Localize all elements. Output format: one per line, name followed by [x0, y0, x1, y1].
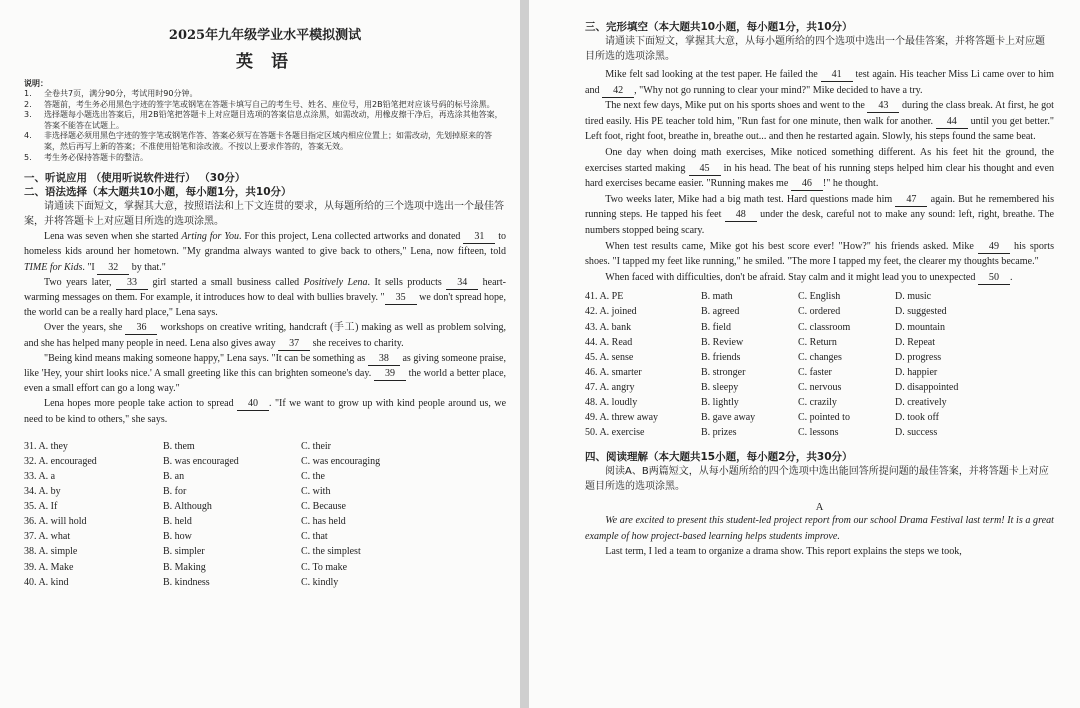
blank-50: 50 [978, 272, 1010, 285]
option-row: 35. A. If B. Although C. Because [24, 501, 346, 513]
cloze-instructions: 请通读下面短文，掌握其大意，从每小题所给的四个选项中选出一个最佳答案，并将答题卡上对应题目所选的选项涂黑。 [585, 36, 1045, 62]
blank-36: 36 [125, 322, 157, 335]
notes-list [24, 89, 506, 163]
page-gutter [520, 0, 529, 708]
passage-paragraph: Lena was seven when she started Arting for You. For this project, Lena collected artworks and donated 31 to homeless kids around her hometown. "My grandma always wanted to give back to others," Lena, now fifteen, told TIME for Kids. "I 32 by that." [24, 231, 507, 273]
option-row: 49. A. threw away B. gave away C. pointed to D. took off [585, 412, 939, 424]
option-row: 39. A. Make B. Making C. To make [24, 561, 348, 573]
passage-paragraph: Two years later, 33 girl started a small business called Positively Lena. It sells products 34 heart-warming messages on them. For example, it introduces how to deal with bullies bravely. " 35 we don't spread hope, the world can be a really hard place," Lena says. [24, 276, 506, 319]
option-row: 37. A. what B. how C. that [24, 531, 328, 543]
note-item: 1. 全卷共7页，满分90分，考试用时90分钟。 [24, 89, 198, 98]
passage-paragraph: Mike felt sad looking at the test paper. He failed the 41 test again. His teacher Miss Li came over to him and 42 , "Why not go running to clear your mind?" Mike decided to have a try. [585, 69, 1054, 96]
right-page [529, 0, 1080, 708]
note-item: 2. 答题前，考生务必用黑色字迹的签字笔或钢笔在答题卡填写自己的考生号、姓名、座位号，用2B铅笔把对应该号码的标号涂黑。 [24, 99, 495, 109]
option-row: 33. A. a B. an C. the [24, 470, 325, 482]
option-row: 44. A. Read B. Review C. Return D. Repeat [585, 336, 935, 348]
option-row: 41. A. PE B. math C. English D. music [585, 291, 932, 303]
reading-instructions: 阅读A、B两篇短文，从每小题所给的四个选项中选出能回答所提问题的最佳答案，并将答题卡上对应题目所选的选项涂黑。 [585, 466, 1049, 493]
blank-40: 40 [237, 398, 269, 411]
passage-paragraph: Lena hopes more people take action to spread 40 . "If we want to grow up with kind people around us, we need to be kind to others," she says. [24, 398, 507, 425]
option-row: 50. A. exercise B. prizes C. lessons D. success [585, 427, 938, 439]
option-row: 36. A. will hold B. held C. has held [24, 516, 346, 528]
blank-42: 42 [602, 85, 634, 98]
passage-a-label: A [815, 502, 824, 514]
passage-paragraph: Over the years, she 36 workshops on creative writing, handcraft (手工) making as well as problem solving, and she has helped many people in need. Lena also gives away 37 she receives to charity. [24, 322, 507, 349]
blank-41: 41 [821, 69, 853, 82]
note-item: 3. 选择题每小题选出答案后，用2B铅笔把答题卡上对应题目选项的答案信息点涂黑，如需改动，用橡皮擦干净后，再选涂其他答案，答案不能答在试题上。 [24, 110, 503, 130]
note-item: 4. 非选择题必须用黑色字迹的签字笔或钢笔作答、答案必须写在答题卡各题目指定区域内相应位置上；如需改动，先划掉原来的答案，然后再写上新的答案；不准使用铅笔和涂改液。不按以上要求作答的，答案无效。 [24, 131, 492, 151]
blank-31: 31 [463, 231, 495, 244]
option-row: 34. A. by B. for C. with [24, 486, 331, 498]
option-row: 42. A. joined B. agreed C. ordered D. suggested [585, 306, 947, 318]
passage-paragraph: When faced with difficulties, don't be afraid. Stay calm and it might lead you to unexpected 50 . [605, 271, 1013, 283]
blank-43: 43 [867, 100, 899, 113]
blank-34: 34 [446, 277, 478, 290]
blank-37: 37 [278, 338, 310, 351]
section-reading-heading: 四、阅读理解（本大题共15小题，每小题2分，共30分） [585, 451, 853, 464]
option-row: 48. A. loudly B. lightly C. crazily D. creatively [585, 396, 947, 408]
option-row: 47. A. angry B. sleepy C. nervous D. disappointed [585, 381, 959, 393]
exam-title: 2025年九年级学业水平模拟测试 [168, 28, 362, 43]
blank-32: 32 [97, 262, 129, 275]
grammar-options [24, 439, 506, 590]
option-row: 32. A. encouraged B. was encouraged C. was encouraging [24, 455, 381, 467]
section-listening-heading: 一、听说应用 （使用听说软件进行） （30分） [24, 172, 246, 185]
note-item: 5. 考生务必保持答题卡的整洁。 [24, 152, 148, 162]
cloze-options [585, 289, 1054, 440]
blank-46: 46 [791, 178, 823, 191]
blank-33: 33 [116, 277, 148, 290]
option-row: 45. A. sense B. friends C. changes D. progress [585, 351, 942, 363]
grammar-instructions: 请通读下面短文，掌握其大意，按照语法和上下文连贯的要求，从每题所给的三个选项中选出一个最佳答案，并将答题卡上对应题目所选的选项涂黑。 [24, 201, 504, 228]
blank-45: 45 [689, 163, 721, 176]
blank-48: 48 [725, 209, 757, 222]
notes-heading: 说明： [24, 79, 48, 88]
passage-paragraph: "Being kind means making someone happy," Lena says. "It can be something as 38 as giving someone praise, like 'Hey, your shirt looks nice.' A small greeting like this can brighten someone's day. 39 the world a better place, even a small effort can go a long way." [24, 352, 507, 395]
blank-47: 47 [895, 194, 927, 207]
option-row: 38. A. simple B. simpler C. the simplest [24, 546, 361, 558]
passage-paragraph: Two weeks later, Mike had a big math test. Hard questions made him 47 again. But he remembered his running steps. He tapped his feet 48 under the desk, careful not to make any sound: left, right, breathe. The numbers stopped being scary. [585, 193, 1054, 236]
blank-35: 35 [385, 292, 417, 305]
option-row: 43. A. bank B. field C. classroom D. mountain [585, 321, 945, 333]
passage-paragraph: One day when doing math exercises, Mike noticed something different. As his feet hit the ground, the exercises started making 45 in his head. The beat of his running steps helped him clear his thought and even hard exercises became easier. "Running makes me 46 !" he thought. [585, 146, 1054, 190]
passage-paragraph: When test results came, Mike got his best score ever! "How?" his friends asked. Mike 49 his sports shoes. "I tapped my feet like running," he smiled. "The more I tapped my feet, the clearer my thoughts became." [585, 240, 1054, 268]
section-grammar-heading: 二、语法选择（本大题共10小题，每小题1分，共10分） [24, 186, 292, 199]
blank-44: 44 [936, 116, 968, 129]
blank-38: 38 [368, 353, 400, 366]
passage-paragraph: Last term, I led a team to organize a drama show. This report explains the steps we took, [605, 546, 962, 558]
blank-49: 49 [978, 241, 1010, 254]
exam-subject: 英 语 [236, 52, 294, 72]
passage-intro: We are excited to present this student-led project report from our school Drama Festival last term! It is a great example of how project-based learning helps students improve. [585, 515, 1054, 542]
option-row: 46. A. smarter B. stronger C. faster D. happier [585, 366, 938, 378]
blank-39: 39 [374, 368, 406, 381]
option-row: 40. A. kind B. kindness C. kindly [24, 576, 339, 588]
option-row: 31. A. they B. them C. their [24, 440, 331, 452]
left-page [0, 0, 520, 708]
passage-paragraph: The next few days, Mike put on his sports shoes and went to the 43 during the class break. At first, he got tired easily. His PE teacher told him, "Run fast for one minute, then walk for another. 44 until you get better." Left foot, right foot, breathe in, breathe out... and then he restarted again. Slowly, his steps found the same beat. [585, 100, 1054, 143]
section-cloze-heading: 三、完形填空（本大题共10小题，每小题1分，共10分） [585, 21, 853, 33]
